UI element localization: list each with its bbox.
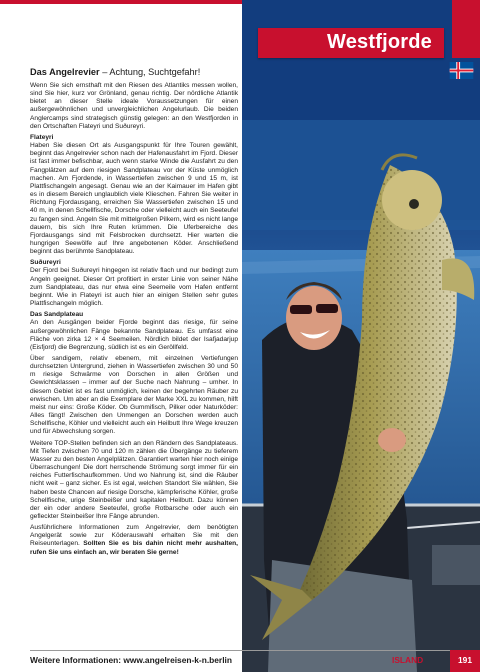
article-title-bold: Das Angelrevier (30, 67, 100, 77)
section-heading-flateyri: Flateyri (30, 133, 54, 141)
photo-illustration (242, 0, 480, 672)
intro-paragraph: Wenn Sie sich ernsthaft mit den Riesen des Atlantiks messen wollen, sind Sie hier, kurz vor Grönland, genau richtig. Der nördliche Atlantik bietet an dieser Stelle ideale Voraussetzungen für einen außergewöhnlichen und unvergleichlichen Angelurlaub. Die beiden Anglercamps sind strategisch günstig gelegen: an den Westfjorden in den Ortschaften Flateyri und Suðureyri. (30, 82, 238, 130)
title-dash: – (102, 67, 110, 77)
section-heading-sandplateau: Das Sandplateau (30, 311, 84, 319)
footer-divider (30, 650, 480, 651)
closing-bold-text: Sollten Sie es bis dahin nicht mehr aushalten, rufen Sie uns einfach an, wir beraten Sie gerne! (30, 540, 238, 556)
region-title-banner (258, 28, 444, 58)
closing-normal-text: Ausführlichere Informationen zum Angelrevier, dem benötigten Angelgerät sowie zur Köderauswahl erhalten Sie mit den Reiseunterlagen. (30, 524, 238, 548)
article-column (30, 66, 238, 560)
sandplateau-paragraph-1: An den Ausgängen beider Fjorde beginnt das riesige, für seine außergewöhnlichen Fänge bekannte Sandplateau. Es umfasst eine Fläche von zirka 12 × 4 Seemeilen. Nördlich bildet der Isafjadarjup (Eisfjord) die Begrenzung, südlich ist es ein Geröllfeld. (30, 319, 238, 351)
page-number-tab (450, 650, 480, 672)
sandplateau-paragraph-3: Weitere TOP-Stellen befinden sich an den Rändern des Sandplateaus. Mit Tiefen zwischen 70 und 120 m zählen die Übergänge zu tieferem Wasser zu den besten Angelplätzen. Garantiert warten hier noch einige Überraschungen! Die dort herrschende Strömung sorgt immer für ein reiches Futterfischaufkommen. Und wo Nahrung ist, sind die Räuber nicht weit – ganz sicher. Es ist egal, welchen Standort Sie wählen, Sie haben beste Chancen auf riesige Dorsche, kämpferische Köhler, große Schellfische, urige Steinbeißer und kapitalen Heilbutt. Dazu können der ein oder andere Seeteufel, große Rotbarsche oder auch ein gefleckter Steinbeißer Ihre Fänge abrunden. (30, 439, 238, 520)
region-title: Westfjorde (327, 31, 432, 53)
page-number: 191 (458, 655, 472, 665)
iceland-flag-icon (449, 62, 474, 79)
section-heading-sudureyri: Suðureyri (30, 259, 61, 267)
sandplateau-paragraph-2: Über sandigem, relativ ebenem, mit einzelnen Vertiefungen durchsetzten Untergrund, ziehen in Wassertiefen zwischen 30 und 50 m riesige Schwärme von Dorschen in allen Größen und Gewichtsklassen – immer auf der Suche nach Nahrung – umher. In diesem Gebiet ist es fast unmöglich, keinen der begehrten Räuber zu erwischen. Um aber an die Exemplare der Marke XXL zu kommen, hilft meist nur eins: Große Köder. Ob Gummifisch, Pilker oder Naturköder: Alles fängt! Zwischen den Unmengen an Dorschen werden auch Schellfische, Köhler und vielleicht auch ein Heilbutt Ihre Wege kreuzen und für Abwechslung sorgen. (30, 355, 238, 436)
article-title (30, 66, 238, 78)
closing-paragraph (30, 524, 238, 557)
footer-country: ISLAND (392, 655, 424, 665)
cod-catch-photo (242, 0, 480, 672)
article-title-rest: Achtung, Suchtgefahr! (109, 67, 201, 77)
flateyri-paragraph: Haben Sie diesen Ort als Ausgangspunkt für Ihre Touren gewählt, beginnt das Angelrevier schon nach der Hafenausfahrt im Fjord. Dieser ist fast immer befischbar, auch wenn starke Winde die Ausfahrt zu den Fangplätzen auf dem riesigen Sandplateau vor der Küste unmöglich machen. Am Fjordende, in Wassertiefen zwischen 9 und 15 m, ist Plattfischangeln angesagt. Genau wie an der Kaimauer im Hafen gibt es in diesem Bereich unglaublich viele Klieschen. Fahren Sie weiter in Richtung Fjordausgang, erreichen Sie Wassertiefen zwischen 15 und 40 m, in denen Schellfische, Dorsche oder vielleicht auch ein Seeteufel zu fangen sind. Angeln Sie mit mittelgroßen Pilkern, wird es nicht lange dauern, bis sich Ihre Ruten krümmen. Die Uferbereiche des Fjordausgangs sind mit Felsbrocken durchsetzt. Hier warten die hungrigen Seewölfe auf Ihre angebotenen Köder. Anschließend beginnt das berühmte Sandplateau. (30, 142, 238, 256)
footer-info: Weitere Informationen: www.angelreisen-k-n.berlin (30, 655, 232, 665)
sudureyri-paragraph: Der Fjord bei Suðureyri hingegen ist relativ flach und nur bedingt zum Angeln geeignet. Dieser Ort profitiert in erster Linie von seiner Nähe zum Sandplateau, das nur etwa eine Seemeile vom Hafen entfernt beginnt. Wie in Flateyri ist auch hier an einigen Stellen sehr gutes Plattfischangeln möglich. (30, 267, 238, 308)
top-right-red-tab (452, 0, 480, 58)
